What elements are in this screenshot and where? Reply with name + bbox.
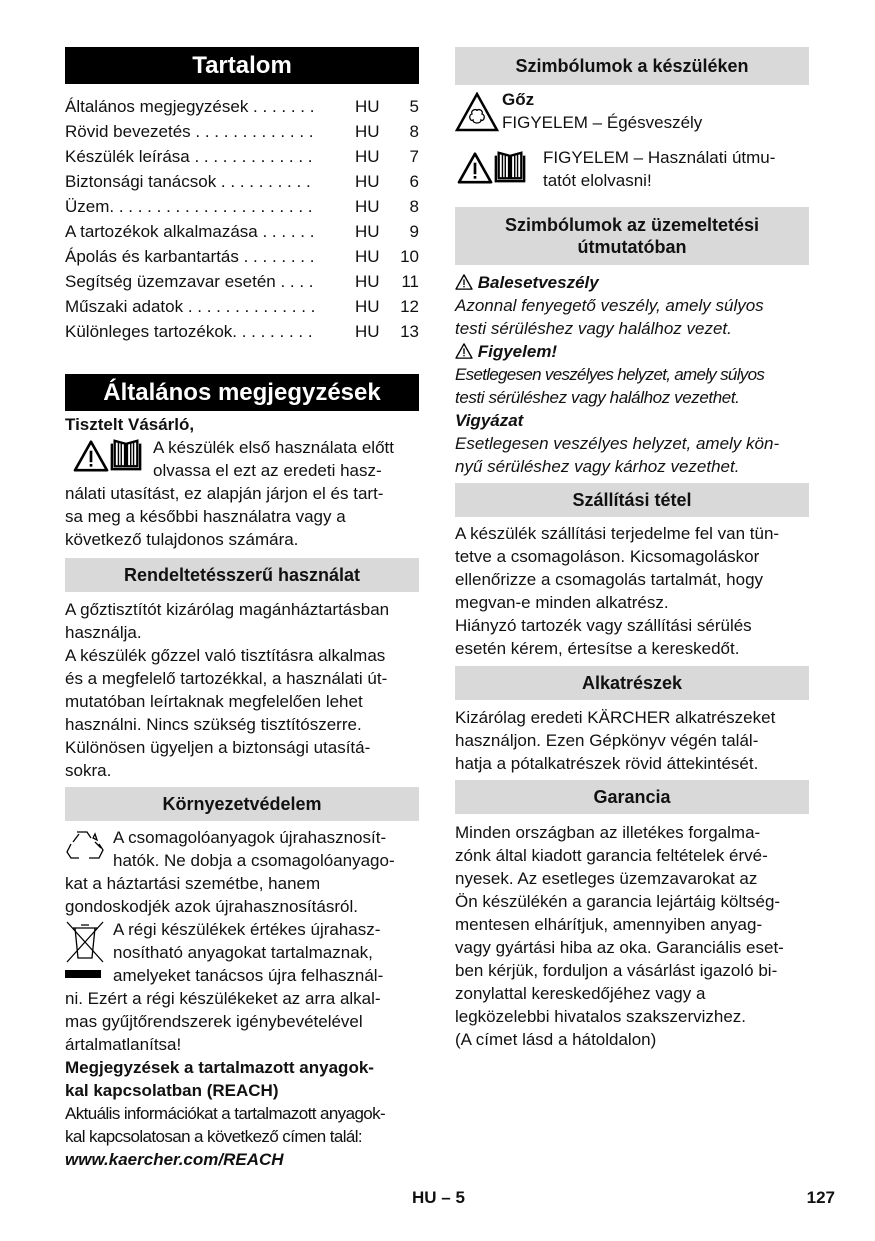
toc-item[interactable]	[65, 294, 419, 319]
text-line: Azonnal fenyegető veszély, amely súlyos	[455, 296, 764, 315]
steam-title: Gőz	[502, 90, 535, 109]
heading-line: útmutatóban	[577, 237, 687, 257]
toc-item[interactable]	[65, 169, 419, 194]
toc-item[interactable]	[65, 119, 419, 144]
warning-icon	[73, 440, 109, 477]
text-line: tatót elolvasni!	[543, 171, 652, 190]
text-line: FIGYELEM – Használati útmu-	[543, 148, 776, 167]
toc-item-lang: HU	[355, 97, 380, 116]
text-line: vagy gyártási hiba az oka. Garanciális eset-	[455, 938, 784, 957]
caution-title: Vigyázat	[455, 411, 524, 430]
toc-item-page: 5	[409, 97, 419, 116]
warning-icon	[455, 342, 473, 361]
toc-item-lang: HU	[355, 122, 380, 141]
toc-item-lang: HU	[355, 147, 380, 166]
text-line: használja.	[65, 623, 142, 642]
text-line: megvan-e minden alkatrész.	[455, 593, 669, 612]
text-line: és a megfelelő tartozékkal, a használati út-	[65, 669, 388, 688]
text-line: A készülék első használata előtt	[153, 438, 394, 457]
text-line: sokra.	[65, 761, 112, 780]
text-line: testi sérüléshez vagy halálhoz vezet.	[455, 319, 732, 338]
toc-item-page: 11	[401, 272, 419, 291]
steam-hazard-icon	[455, 92, 499, 137]
text-line: Esetlegesen veszélyes helyzet, amely súlyos	[455, 365, 765, 384]
weee-crossed-bin-icon	[65, 920, 105, 989]
toc-item[interactable]	[65, 244, 419, 269]
text-line: Különösen ügyeljen a biztonsági utasítá-	[65, 738, 371, 757]
heading-line: Szimbólumok az üzemeltetési	[504, 215, 760, 235]
toc-item-lang: HU	[355, 172, 380, 191]
toc-item-label: Készülék leírása . . . . . . . . . . . . .	[65, 147, 313, 166]
toc-item-page: 8	[409, 122, 419, 141]
toc-item-label: A tartozékok alkalmazása . . . . . .	[65, 222, 315, 241]
toc-item-lang: HU	[355, 222, 380, 241]
parts-text	[455, 706, 809, 775]
section-heading-manual-symbols	[455, 207, 809, 265]
toc-item-page: 6	[409, 172, 419, 191]
text-line: A gőztisztítót kizárólag magánháztartásban	[65, 600, 390, 619]
text-line: nyű sérüléshez vagy kárhoz vezethet.	[455, 457, 740, 476]
reach-heading: Megjegyzések a tartalmazott anyagok-	[65, 1058, 374, 1077]
text-line: használjon. Ezen Gépkönyv végén talál-	[455, 731, 759, 750]
toc-item-lang: HU	[355, 297, 380, 316]
danger-title	[455, 271, 809, 294]
toc-item-page: 8	[409, 197, 419, 216]
toc-item-lang: HU	[355, 272, 380, 291]
text-line: mas gyűjtőrendszerek igénybevételével	[65, 1012, 363, 1031]
manual-symbols	[455, 271, 809, 478]
warning-icon	[457, 152, 493, 189]
text-line: hatók. Ne dobja a csomagolóanyago-	[113, 851, 395, 870]
section-heading-parts: Alkatrészek	[455, 666, 809, 700]
text-line: mentesen elhárítjuk, amennyiben anyag-	[455, 915, 763, 934]
text-line: Esetlegesen veszélyes helyzet, amely kön-	[455, 434, 780, 453]
reach-heading: kal kapcsolatban (REACH)	[65, 1081, 279, 1100]
section-heading-warranty: Garancia	[455, 780, 809, 814]
text-line: zónk által kiadott garancia feltételek érvé-	[455, 846, 768, 865]
label: Balesetveszély	[477, 273, 599, 292]
text-line: mutatóban leírtaknak megfelelően lehet	[65, 692, 363, 711]
text-line: esetén kérem, értesítse a kereskedőt.	[455, 639, 740, 658]
text-line: nálati utasítást, ez alapján járjon el és tart-	[65, 484, 384, 503]
text-line: olvassa el ezt az eredeti hasz-	[153, 461, 382, 480]
text-line: testi sérüléshez vagy halálhoz vezethet.	[455, 388, 740, 407]
text-line: ben kérjük, forduljon a vásárlást igazoló bi-	[455, 961, 778, 980]
manual-book-icon	[493, 150, 527, 189]
toc-item-label: Általános megjegyzések . . . . . . .	[65, 97, 315, 116]
toc-item-page: 13	[400, 322, 419, 341]
text-line: következő tulajdonos számára.	[65, 530, 299, 549]
toc-item-page: 12	[400, 297, 419, 316]
manual-book-icon	[109, 438, 143, 477]
warranty-text	[455, 821, 809, 1051]
section-heading-intended-use: Rendeltetésszerű használat	[65, 558, 419, 592]
text-line: gondoskodjék azok újrahasznosításról.	[65, 897, 358, 916]
text-line: Hiányzó tartozék vagy szállítási sérülés	[455, 616, 752, 635]
toc-heading: Tartalom	[65, 47, 419, 84]
text-line: A készülék szállítási terjedelme fel van tün-	[455, 524, 780, 543]
text-line: amelyeket tanácsos újra felhasznál-	[113, 966, 384, 985]
text-line: kat a háztartási szemétbe, hanem	[65, 874, 321, 893]
text-line: legközelebbi hivatalos szakszervizhez.	[455, 1007, 747, 1026]
text-line: ni. Ezért a régi készülékeket az arra alkal-	[65, 989, 381, 1008]
toc-item-page: 9	[409, 222, 419, 241]
toc-item-label: Biztonsági tanácsok . . . . . . . . . .	[65, 172, 311, 191]
text-line: ártalmatlanítsa!	[65, 1035, 182, 1054]
section-heading-device-symbols: Szimbólumok a készüléken	[455, 47, 809, 85]
greeting: Tisztelt Vásárló,	[65, 415, 195, 434]
toc-item-page: 10	[400, 247, 419, 266]
footer-page-number: 127	[806, 1188, 835, 1207]
toc-item[interactable]	[65, 94, 419, 119]
text-line: nyesek. Az esetleges üzemzavarokat az	[455, 869, 758, 888]
device-symbols	[455, 88, 809, 192]
text-line: zonylattal kereskedőjéhez vagy a	[455, 984, 706, 1003]
text-line: Aktuális információkat a tartalmazott anyagok-	[65, 1104, 386, 1123]
toc-item-label: Különleges tartozékok. . . . . . . . .	[65, 322, 313, 341]
text-line: A készülék gőzzel való tisztításra alkalmas	[65, 646, 386, 665]
text-line: (A címet lásd a hátoldalon)	[455, 1030, 657, 1049]
section-heading-delivery: Szállítási tétel	[455, 483, 809, 517]
delivery-text	[455, 522, 809, 660]
toc-item[interactable]	[65, 269, 419, 294]
general-section	[65, 413, 419, 551]
recycle-icon	[65, 828, 105, 873]
toc-item-lang: HU	[355, 322, 380, 341]
text-line: nosítható anyagokat tartalmaznak,	[113, 943, 373, 962]
environment-section	[65, 826, 419, 1171]
toc-item-label: Segítség üzemzavar esetén . . . .	[65, 272, 314, 291]
section-heading-environment: Környezetvédelem	[65, 787, 419, 821]
toc-item[interactable]	[65, 319, 419, 344]
text-line: Kizárólag eredeti KÄRCHER alkatrészeket	[455, 708, 776, 727]
table-of-contents	[65, 94, 419, 344]
text-line: használni. Nincs szükség tisztítószerre.	[65, 715, 362, 734]
text-line: Minden országban az illetékes forgalma-	[455, 823, 761, 842]
toc-item-lang: HU	[355, 247, 380, 266]
text-line: A régi készülékek értékes újrahasz-	[113, 920, 381, 939]
toc-item[interactable]	[65, 144, 419, 169]
text-line: hatja a pótalkatrészek rövid áttekintését.	[455, 754, 759, 773]
toc-item-label: Rövid bevezetés . . . . . . . . . . . . .	[65, 122, 314, 141]
label: Figyelem!	[477, 342, 558, 361]
text-line: kal kapcsolatosan a következő címen talál:	[65, 1127, 363, 1146]
text-line: tetve a csomagoláson. Kicsomagoláskor	[455, 547, 760, 566]
toc-item-label: Üzem. . . . . . . . . . . . . . . . . . . . . .	[65, 197, 313, 216]
toc-item[interactable]	[65, 194, 419, 219]
warning-title	[455, 340, 809, 363]
toc-item-label: Ápolás és karbantartás . . . . . . . .	[65, 247, 315, 266]
text-line: ellenőrizze a csomagolás tartalmát, hogy	[455, 570, 764, 589]
text-line: A csomagolóanyagok újrahasznosít-	[113, 828, 387, 847]
text-line: Ön készülékén a garancia lejártáig költség-	[455, 892, 781, 911]
toc-item-label: Műszaki adatok . . . . . . . . . . . . . .	[65, 297, 316, 316]
steam-text: FIGYELEM – Égésveszély	[502, 113, 703, 132]
reach-link[interactable]: www.kaercher.com/REACH	[65, 1150, 284, 1169]
toc-item-lang: HU	[355, 197, 380, 216]
intended-use-text	[65, 598, 419, 782]
toc-item-page: 7	[409, 147, 419, 166]
warning-icon	[455, 273, 473, 292]
text-line: sa meg a későbbi használatra vagy a	[65, 507, 346, 526]
toc-item[interactable]	[65, 219, 419, 244]
footer-section-label: HU – 5	[412, 1188, 465, 1207]
section-heading-general: Általános megjegyzések	[65, 374, 419, 411]
